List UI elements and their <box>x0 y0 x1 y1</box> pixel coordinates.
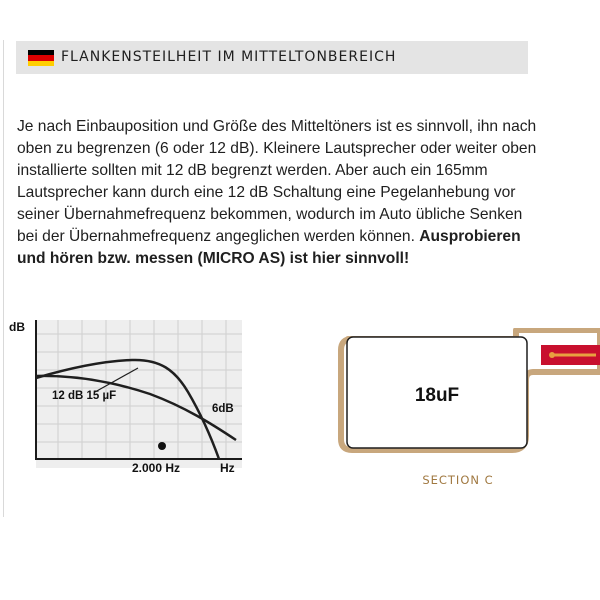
crossover-marker <box>158 442 166 450</box>
x-axis-label: Hz <box>220 461 235 475</box>
resistor-pad <box>549 352 555 358</box>
article-text: Je nach Einbauposition und Größe des Mitteltöners ist es sinnvoll, ihn nach oben zu begrenzen (6 oder 12 dB). Kleinere Lautsprecher oder weiter oben installierte sollten mit 12 dB begrenzt werden. Aber auch ein 165mm Lautsprecher kann durch eine 12 dB Schaltung eine Pegelanhebung vor seiner Übernahmefrequenz bekommen, wodurch im Auto übliche Senken bei der Übernahmefrequenz angeglichen werden können. <box>17 118 537 245</box>
section-c-board <box>330 328 600 498</box>
annotation-6db: 6dB <box>212 403 234 415</box>
y-axis-label: dB <box>9 320 25 334</box>
frequency-response-chart <box>0 312 250 477</box>
section-header <box>16 41 528 74</box>
article-paragraph <box>17 116 547 270</box>
section-title: FLANKENSTEILHEIT IM MITTELTONBEREICH <box>61 49 397 65</box>
germany-flag-icon <box>28 50 54 66</box>
section-caption: SECTION C <box>422 473 494 487</box>
capacitor-label: 18uF <box>414 385 460 406</box>
annotation-12db: 12 dB 15 µF <box>52 390 117 402</box>
article-bold-text: Ausprobieren und hören bzw. messen (MICRO AS) ist hier sinnvoll! <box>17 228 521 267</box>
x-marker-label: 2.000 Hz <box>132 461 181 475</box>
